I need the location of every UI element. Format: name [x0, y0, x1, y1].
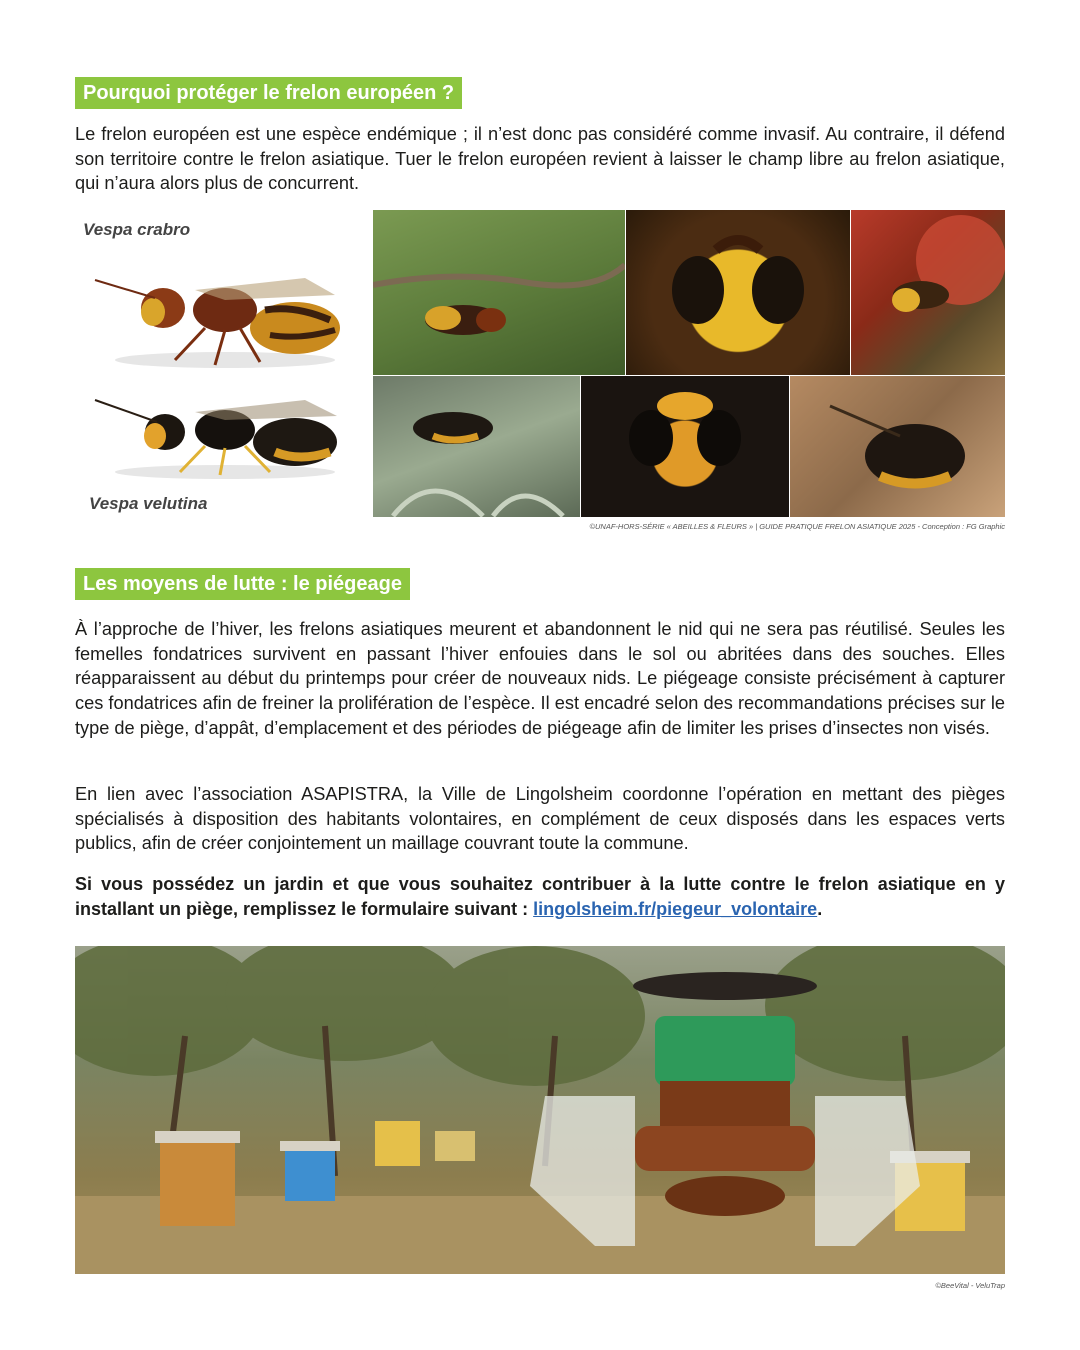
figure2-credit: ©BeeVital - VeluTrap — [935, 1281, 1005, 1290]
photo-asian-hornet-closeup — [790, 376, 1005, 517]
vespa-velutina-illustration — [75, 380, 372, 500]
volunteer-form-link[interactable]: lingolsheim.fr/piegeur_volontaire — [533, 898, 818, 919]
figure1-credit: ©UNAF-HORS-SÉRIE « ABEILLES & FLEURS » | GUIDE PRATIQUE FRELON ASIATIQUE 2025 - Conception : FG Graphic — [589, 522, 1005, 531]
section-heading-trapping: Les moyens de lutte : le piégeage — [75, 568, 410, 600]
section-heading-why-protect: Pourquoi protéger le frelon européen ? — [75, 77, 462, 109]
label-vespa-velutina: Vespa velutina — [89, 494, 208, 513]
photo-velutrap-apiary — [75, 946, 1005, 1274]
cta-text: Si vous possédez un jardin et que vous souhaitez contribuer à la lutte contre le frelon asiatique en y installant un piège, remplissez le formulaire suivant : — [75, 874, 1005, 919]
call-to-action-paragraph — [75, 872, 1005, 921]
intro-paragraph: Le frelon européen est une espèce endémique ; il n’est donc pas considéré comme invasif. Au contraire, il défend son territoire contre le frelon asiatique. Tuer le frelon européen revient à laisser le champ libre au frelon asiatique, qui n’aura alors plus de concurrent. — [75, 124, 1005, 194]
photo-hornet-face-european — [626, 210, 850, 375]
cta-end: . — [817, 898, 823, 919]
trapping-paragraph-1: À l’approche de l’hiver, les frelons asiatiques meurent et abandonnent le nid qui ne sera pas réutilisé. Seules les femelles fondatrices survivent en passant l’hiver enfouies dans le sol ou abritées dans des souches. Elles réapparaissent au début du printemps pour créer de nouveaux nids. Le piégeage consiste précisément à capturer ces fondatrices afin de freiner la prolifération de l’espèce. Il est encadré selon des recommandations précises sur le type de piège, d’appât, d’emplacement et des périodes de piégeage afin de limiter les prises d’insectes non visés. — [75, 619, 1005, 738]
photo-asian-hornet-face — [581, 376, 789, 517]
photo-hornet-fruit — [851, 210, 1005, 375]
photo-asian-hornet-plant — [373, 376, 580, 517]
figure-hornet-comparison — [75, 210, 1005, 517]
label-vespa-crabro: Vespa crabro — [83, 220, 191, 239]
trapping-paragraph-2: En lien avec l’association ASAPISTRA, la Ville de Lingolsheim coordonne l’opération en mettant des pièges spécialisés à disposition des habitants volontaires, en complément de ceux disposés dans les espaces verts publics, afin de créer conjointement un maillage couvrant toute la commune. — [75, 784, 1005, 854]
vespa-crabro-illustration — [75, 250, 372, 380]
hornet-species-panel — [75, 210, 372, 517]
photo-hornet-branch — [373, 210, 625, 375]
